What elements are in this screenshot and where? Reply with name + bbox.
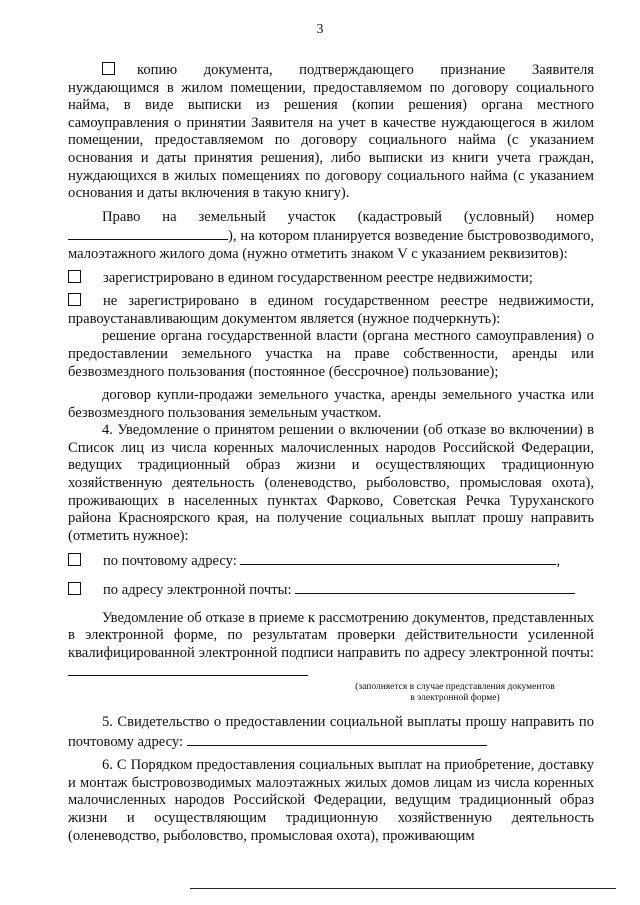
email-option bbox=[68, 580, 594, 600]
contract-paragraph: договор купли-продажи земельного участка, аренды земельного участка или безвозмездного пользования земельным участком. bbox=[68, 387, 594, 421]
certificate-postal-field[interactable] bbox=[187, 732, 487, 746]
land-right-rest-text: ), на котором планируется возведение быстровозводимого, малоэтажного жилого дома (нужно отметить знаком V с указанием реквизитов): bbox=[68, 228, 594, 262]
cadastral-number-field[interactable] bbox=[68, 226, 228, 240]
copy-document-paragraph bbox=[68, 62, 594, 203]
item-4-paragraph: 4. Уведомление о принятом решении о включении (об отказе во включении) в Список лиц из числа коренных малочисленных народов Российской Федерации, ведущих традиционный образ жизни и осуществляющих традиционную хозяйственную деятельность (оленеводство, рыболовство, промысловая охота), проживающих в населенных пунктах Фарково, Советская Речка Туруханского района Красноярского края, на получение социальных выплат прошу направить (отметить нужное): bbox=[68, 422, 594, 544]
refusal-notice-paragraph bbox=[68, 610, 594, 682]
document-body bbox=[68, 62, 594, 845]
not-registered-text: не зарегистрировано в едином государственном реестре недвижимости, правоустанавливающим документом является (нужное подчеркнуть): bbox=[68, 293, 594, 327]
checkbox-postal-address[interactable] bbox=[68, 553, 81, 566]
email-label: по адресу электронной почты: bbox=[103, 582, 292, 599]
postal-address-field[interactable] bbox=[240, 551, 556, 565]
postal-address-label: по почтовому адресу: bbox=[103, 553, 237, 570]
checkbox-copy-document[interactable] bbox=[102, 62, 115, 75]
item-5-text: 5. Свидетельство о предоставлении социальной выплаты прошу направить по почтовому адресу: bbox=[68, 714, 594, 750]
postal-address-end: , bbox=[556, 553, 561, 570]
checkbox-not-registered[interactable] bbox=[68, 293, 81, 306]
page-number: 3 bbox=[316, 22, 324, 37]
electronic-form-note bbox=[330, 682, 580, 704]
page-bottom-line bbox=[190, 888, 616, 889]
checkbox-email[interactable] bbox=[68, 582, 81, 595]
decision-paragraph: решение органа государственной власти (органа местного самоуправления) о предоставлении земельного участка на праве собственности, аренды или безвозмездного пользования (постоянное (бессрочное) пользование); bbox=[68, 328, 594, 380]
item-5-paragraph bbox=[68, 714, 594, 751]
registered-option bbox=[68, 270, 594, 288]
note-line-2: в электронной форме) bbox=[410, 693, 500, 703]
email-field[interactable] bbox=[295, 580, 575, 594]
land-right-start-text: Право на земельный участок (кадастровый (условный) номер bbox=[102, 208, 594, 225]
land-right-paragraph bbox=[68, 209, 594, 264]
not-registered-option bbox=[68, 293, 594, 328]
note-line-1: (заполняется в случае представления документов bbox=[355, 682, 555, 692]
postal-address-option bbox=[68, 551, 594, 571]
copy-document-text: копию документа, подтверждающего признание Заявителя нуждающимся в жилом помещении, предоставляемом по договору социального найма, в виде выписки из решения (копии решения) органа местного самоуправления о принятии Заявителя на учет в качестве нуждающегося в жилом помещении, предоставляемом по договору социального найма (с указанием основания и даты принятия решения), либо выписки из книги учета граждан, нуждающихся в жилых помещениях по договору социального найма (с указанием основания и даты включения в такую книгу). bbox=[68, 62, 594, 202]
refusal-email-field[interactable] bbox=[68, 662, 308, 676]
item-6-paragraph: 6. С Порядком предоставления социальных выплат на приобретение, доставку и монтаж быстровозводимых малоэтажных жилых домов лицам из числа коренных малочисленных народов Российской Федерации, ведущим традиционный образ жизни и осуществляющим традиционную хозяйственную деятельность (оленеводство, рыболовство, промысловая охота), проживающим bbox=[68, 757, 594, 844]
refusal-notice-text: Уведомление об отказе в приеме к рассмотрению документов, представленных в электронной форме, по результатам проверки действительности усиленной квалифицированной электронной подписи направить по адресу электронной почты: bbox=[68, 609, 594, 661]
checkbox-registered[interactable] bbox=[68, 270, 81, 283]
registered-text: зарегистрировано в едином государственном реестре недвижимости; bbox=[103, 269, 533, 286]
